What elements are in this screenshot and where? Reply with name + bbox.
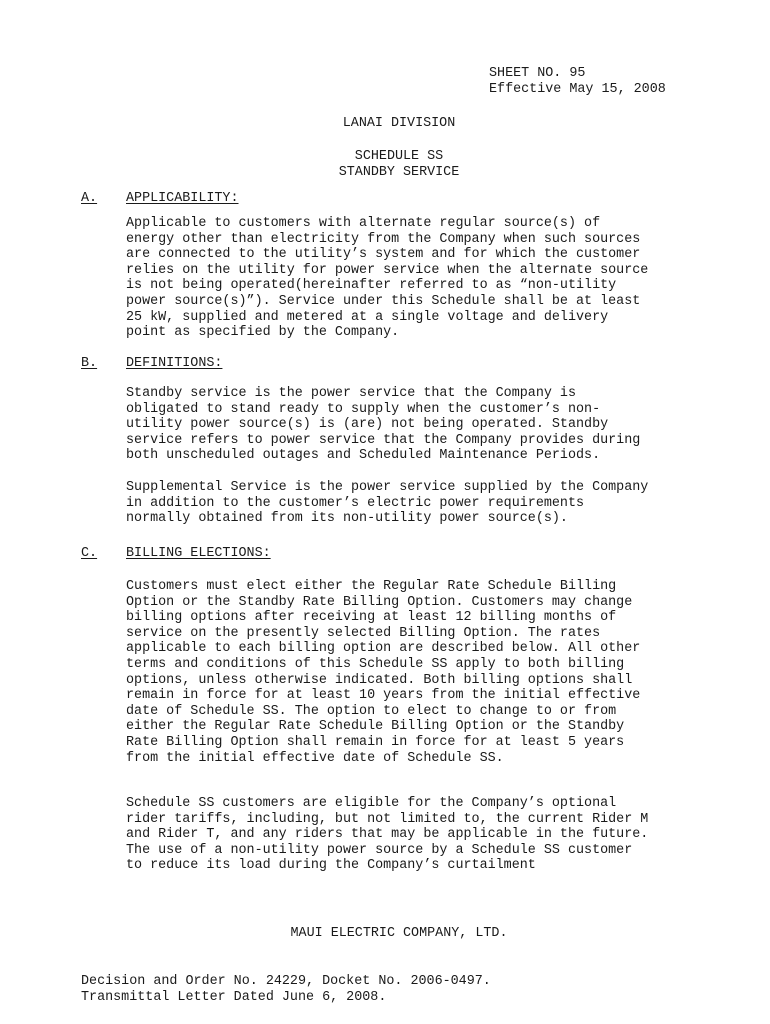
section-c-title: BILLING ELECTIONS:: [126, 546, 271, 561]
section-c-paragraph-1: Customers must elect either the Regular Rate Schedule Billing Option or the Standby Rate Billing Option. Customers may change billing options after receiving at least 12 billing months of service on the presently selected Billing Option. The rates applicable to each billing option are described below. All other terms and conditions of this Schedule SS apply to both billing options, unless otherwise indicated. Both billing options shall remain in force for at least 10 years from the initial effective date of Schedule SS. The option to elect to change to or from either the Regular Rate Schedule Billing Option or the Standby Rate Billing Option shall remain in force for at least 5 years from the initial effective date of Schedule SS.: [126, 579, 641, 766]
service-title: STANDBY SERVICE: [338, 165, 460, 180]
company-name: MAUI ELECTRIC COMPANY, LTD.: [290, 926, 508, 941]
sheet-number: SHEET NO. 95: [489, 66, 586, 81]
decision-order: Decision and Order No. 24229, Docket No. 2006-0497.: [81, 974, 491, 989]
transmittal-letter: Transmittal Letter Dated June 6, 2008.: [81, 990, 387, 1005]
section-b-title: DEFINITIONS:: [126, 356, 223, 371]
division-title: LANAI DIVISION: [342, 116, 456, 131]
section-b-letter: B.: [81, 356, 98, 371]
effective-date: Effective May 15, 2008: [489, 82, 666, 97]
section-b-paragraph-2: Supplemental Service is the power service supplied by the Company in addition to the customer’s electric power requirements normally obtained from its non-utility power source(s).: [126, 480, 649, 527]
section-a-letter: A.: [81, 191, 98, 206]
section-b-paragraph-1: Standby service is the power service that the Company is obligated to stand ready to supply when the customer’s non- utility power source(s) is (are) not being operated. Standby service refers to power service that the Company provides during both unscheduled outages and Scheduled Maintenance Periods.: [126, 386, 641, 464]
section-a-title: APPLICABILITY:: [126, 191, 239, 206]
section-a-paragraph: Applicable to customers with alternate regular source(s) of energy other than electricity from the Company when such sources are connected to the utility’s system and for which the customer relies on the utility for power service when the alternate source is not being operated(hereinafter referred to as “non-utility power source(s)”). Service under this Schedule shall be at least 25 kW, supplied and metered at a single voltage and delivery point as specified by the Company.: [126, 216, 649, 341]
schedule-title: SCHEDULE SS: [354, 149, 444, 164]
section-c-paragraph-2: Schedule SS customers are eligible for the Company’s optional rider tariffs, including, but not limited to, the current Rider M and Rider T, and any riders that may be applicable in the future. The use of a non-utility power source by a Schedule SS customer to reduce its load during the Company’s curtailment: [126, 796, 649, 874]
section-c-letter: C.: [81, 546, 98, 561]
